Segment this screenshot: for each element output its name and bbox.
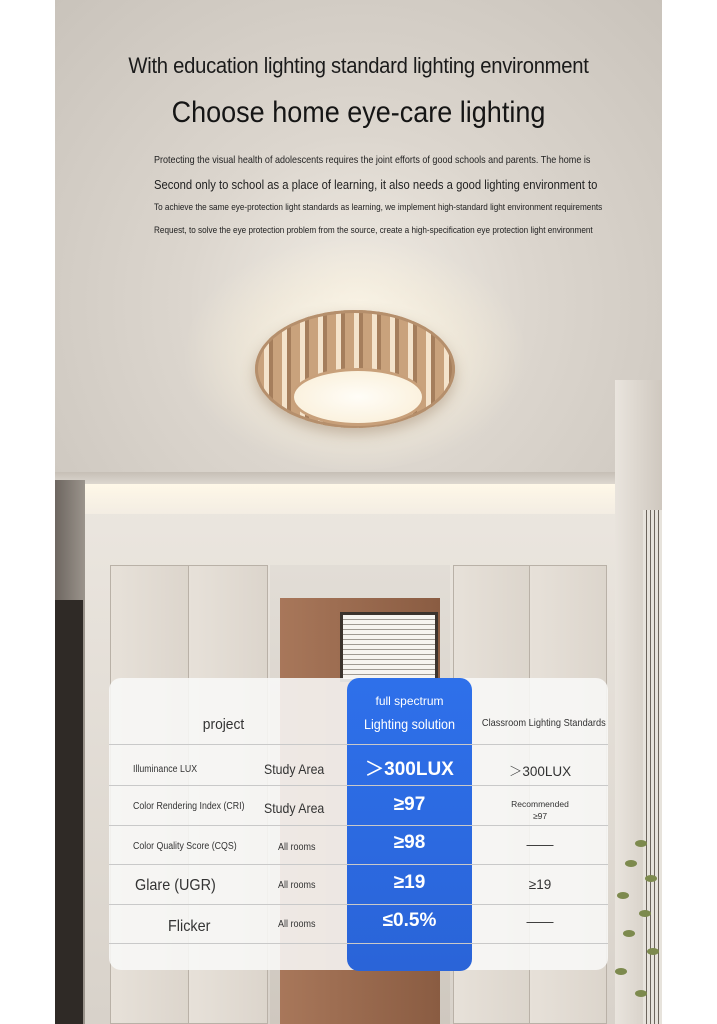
intro-line-1: Protecting the visual health of adolescents requires the joint efforts of good schools and parents. The home is	[154, 154, 591, 166]
row-cqs-area: All rooms	[278, 842, 316, 853]
hallway-window	[340, 612, 438, 682]
row-divider	[109, 785, 608, 786]
row-divider	[109, 904, 608, 905]
row-cri-standard-line1: Recommended	[511, 799, 569, 809]
row-cri-standard-line2: ≥97	[532, 811, 548, 821]
row-cqs-standard: ——	[526, 837, 554, 852]
intro-line-3: To achieve the same eye-protection light standards as learning, we implement high-standard light environment requirements	[154, 202, 603, 213]
lamp-diffuser	[291, 368, 425, 426]
row-illuminance-solution: ＞300LUX	[365, 759, 454, 780]
row-divider	[109, 825, 608, 826]
header-project: project	[202, 716, 245, 733]
row-cri-name: Color Rendering Index (CRI)	[133, 801, 245, 812]
row-divider	[109, 744, 608, 745]
row-glare-standard: ≥19	[528, 877, 552, 892]
row-glare-area: All rooms	[278, 880, 316, 891]
row-glare-name: Glare (UGR)	[135, 877, 216, 894]
intro-line-2: Second only to school as a place of learning, it also needs a good lighting environment to	[154, 178, 598, 192]
row-flicker-solution: ≤0.5%	[382, 910, 437, 931]
row-illuminance-standard: ＞300LUX	[508, 764, 572, 779]
row-cqs-name: Color Quality Score (CQS)	[133, 841, 237, 852]
page-title: Choose home eye-care lighting	[171, 96, 546, 129]
row-divider	[109, 864, 608, 865]
row-flicker-name: Flicker	[168, 918, 211, 935]
row-cri-solution: ≥97	[393, 794, 426, 815]
left-doorway	[55, 600, 83, 1024]
header-classroom-standard: Classroom Lighting Standards	[481, 717, 606, 729]
row-divider	[109, 943, 608, 944]
row-cri-area: Study Area	[264, 800, 325, 816]
row-glare-solution: ≥19	[393, 872, 426, 893]
row-flicker-area: All rooms	[278, 919, 316, 930]
subtitle-heading: With education lighting standard lighting environment	[128, 53, 589, 78]
intro-line-4: Request, to solve the eye protection problem from the source, create a high-specification eye protection light environment	[154, 225, 593, 236]
cove-light	[85, 484, 635, 514]
row-illuminance-name: Illuminance LUX	[133, 764, 198, 775]
header-solution-line2: Lighting solution	[363, 716, 456, 732]
row-cqs-solution: ≥98	[393, 832, 426, 853]
row-flicker-standard: ——	[526, 914, 554, 929]
header-solution-line1: full spectrum	[375, 694, 444, 708]
row-illuminance-area: Study Area	[264, 761, 325, 777]
